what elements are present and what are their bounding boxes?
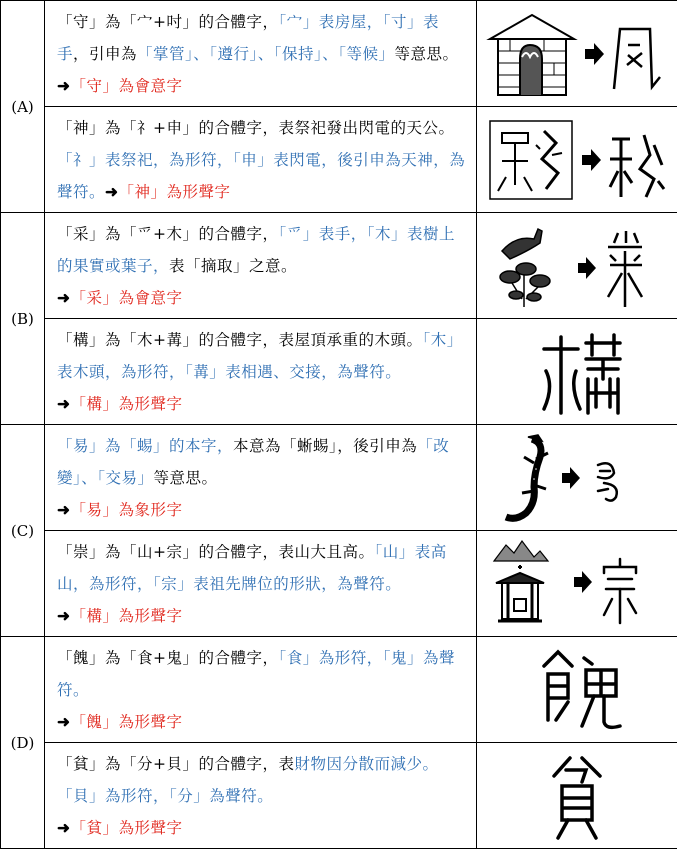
row-text <box>45 637 477 743</box>
option-label-d: (D) <box>1 637 45 849</box>
explanation-text: 「易」為「蜴」的本字， <box>57 437 233 455</box>
explanation-text: 「鬼」為聲符。 <box>57 649 455 699</box>
explanation-text: 「宀」表房屋， <box>279 13 383 31</box>
explanation-text: 「寸」表手 <box>57 13 439 63</box>
lizard-illustration <box>482 433 672 523</box>
conclusion-text: 「守」為會意字 <box>71 77 183 95</box>
conclusion-text: 「構」為形聲字 <box>71 607 183 625</box>
table-row <box>1 1 677 107</box>
row-text <box>45 1 477 107</box>
explanation-text: 等意思。 <box>395 45 459 63</box>
explanation-text: 「貧」為「分+貝」的合體字，表 <box>57 755 295 773</box>
arrow-icon: ➜ <box>57 500 71 519</box>
explanation-text: 財物因分散而減少。 <box>295 755 439 773</box>
arrow-icon <box>562 467 580 489</box>
explanation-text: 「食」為形符， <box>279 649 383 667</box>
arrow-icon <box>582 149 601 171</box>
explanation-text: 「神」為「礻+申」的合體字，表祭祀發出閃電的天公。 <box>57 119 455 137</box>
table-row <box>1 425 677 531</box>
arrow-icon: ➜ <box>57 76 71 95</box>
explanation-text: 本意為「蜥蜴」，後引申為 <box>233 437 417 455</box>
conclusion-text: 「神」為形聲字 <box>119 183 231 201</box>
mountain-shrine-illustration <box>482 537 672 631</box>
lightning-altar-illustration <box>482 115 672 205</box>
figure-cell <box>477 743 677 849</box>
option-label-a: (A) <box>1 1 45 213</box>
explanation-text: 「礻」表祭祀，為形符， <box>57 151 233 169</box>
explanation-text: 「崇」為「山+宗」的合體字，表山大且高。 <box>57 543 375 561</box>
conclusion-text: 「貧」為形聲字 <box>71 819 183 837</box>
figure-cell <box>477 213 677 319</box>
conclusion-text: 「易」為象形字 <box>71 501 183 519</box>
option-label-b: (B) <box>1 213 45 425</box>
arrow-icon <box>574 571 592 593</box>
conclusion-text: 「采」為會意字 <box>71 289 183 307</box>
explanation-text: 「宗」表祖先牌位的形狀，為聲符。 <box>153 575 401 593</box>
explanation-text: 「冓」表相遇、交接，為聲符。 <box>185 363 401 381</box>
arrow-icon <box>578 257 596 279</box>
explanation-text: ，引申為 <box>73 45 137 63</box>
seal-character-gou <box>482 327 672 417</box>
explanation-text: 「申」表閃電，後引申為天神，為聲符。 <box>57 151 465 201</box>
figure-cell <box>477 425 677 531</box>
seal-character-kui <box>482 644 672 736</box>
row-text <box>45 319 477 425</box>
table-row <box>1 107 677 213</box>
explanation-text: 「采」為「爫+木」的合體字， <box>57 225 279 243</box>
figure-cell <box>477 1 677 107</box>
arrow-icon: ➜ <box>57 712 71 731</box>
explanation-text: 「木」表樹上的果實或葉子， <box>57 225 455 275</box>
arrow-icon: ➜ <box>57 606 71 625</box>
explanation-text: 「構」為「木+冓」的合體字，表屋頂承重的木頭。 <box>57 331 423 349</box>
seal-character-pin <box>482 750 672 842</box>
arrow-icon: ➜ <box>105 182 119 201</box>
table-row <box>1 531 677 637</box>
explanation-text: 「分」為聲符。 <box>169 787 273 805</box>
explanation-text: 等意思。 <box>154 469 218 487</box>
arrow-icon: ➜ <box>57 394 71 413</box>
figure-cell <box>477 107 677 213</box>
option-label-c: (C) <box>1 425 45 637</box>
row-text <box>45 107 477 213</box>
explanation-text: 「山」表高山，為形符， <box>57 543 447 593</box>
explanation-text: 「木」表木頭，為形符， <box>57 331 463 381</box>
house-hand-illustration <box>482 9 672 99</box>
row-text <box>45 531 477 637</box>
explanation-text: 「守」為「宀+吋」的合體字， <box>57 13 279 31</box>
explanation-text: 表「摘取」之意。 <box>169 257 297 275</box>
arrow-icon <box>585 43 604 65</box>
row-text <box>45 213 477 319</box>
figure-cell <box>477 319 677 425</box>
figure-cell <box>477 531 677 637</box>
hand-picking-plant-illustration <box>482 221 672 311</box>
table-row <box>1 743 677 849</box>
arrow-icon: ➜ <box>57 818 71 837</box>
row-text <box>45 743 477 849</box>
explanation-text: 「掌管」、「遵行」、「保持」、「等候」 <box>137 45 395 63</box>
arrow-icon: ➜ <box>57 288 71 307</box>
conclusion-text: 「構」為形聲字 <box>71 395 183 413</box>
table-row <box>1 213 677 319</box>
explanation-text: 「貝」為形符， <box>57 787 169 805</box>
row-text <box>45 425 477 531</box>
figure-cell <box>477 637 677 743</box>
explanation-text: 「餽」為「食+鬼」的合體字， <box>57 649 279 667</box>
table-row <box>1 637 677 743</box>
explanation-text: 「改變」、「交易」 <box>57 437 449 487</box>
table-row <box>1 319 677 425</box>
conclusion-text: 「餽」為形聲字 <box>71 713 183 731</box>
explanation-text: 「爫」表手， <box>279 225 367 243</box>
